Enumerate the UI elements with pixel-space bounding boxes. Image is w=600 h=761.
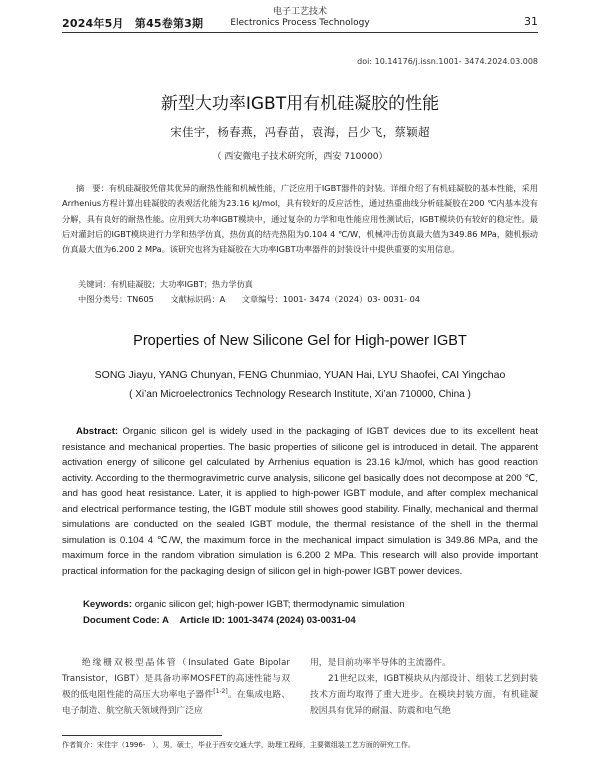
intro-paragraph-2 <box>310 671 538 719</box>
intro-text-1: 绝缘栅双极型晶体管（Insulated Gate Bipolar Transistor，IGBT）是具备功率MOSFET的高速性能与双极的低电阻性能的高压大功率电子器件 <box>62 658 290 700</box>
keywords-cn: 关键词：有机硅凝胶；大功率IGBT；热力学仿真 <box>78 279 253 289</box>
header-rule <box>62 32 538 33</box>
classification-cn <box>78 294 434 305</box>
abstract-en-text: Organic silicon gel is widely used in the packaging of IGBT devices due to its excellent heat resistance and mechanical properties. The basic properties of silicone gel is introduced in detail. The apparent activation energy of silicone gel calculated by Arrhenius equation is 23.16 kJ/mol, which has good reaction activity. According to the thermogravimetric curve analysis, silicone gel basically does not decompose at 200 ℃, and has good heat resistance. Later, it is applied to high-power IGBT module, and after complex mechanical and electrical performance testing, the IGBT module still showes good stability. Finally, mechanical and thermal simulations are conducted on the sealed IGBT module, the thermal resistance of the shell in the thermal simulation is 0.104 4 ℃/W, the maximum force in the mechanical impact simulation is 349.86 MPa, and the maximum force in the random vibration simulation is 6.200 2 MPa. This research will also provide important practical information for the packaging design of silicon gel in high-power IGBT power devices. <box>62 426 538 577</box>
codes-en <box>83 615 356 626</box>
title-cn: 新型大功率IGBT用有机硅凝胶的性能 <box>160 94 440 114</box>
title-en: Properties of New Silicone Gel for High-power IGBT <box>133 333 467 349</box>
journal-name-en: Electronics Process Technology <box>230 18 370 28</box>
intro-text-3: 用，是目前功率半导体的主流器件。 <box>310 658 451 668</box>
authors-cn: 宋佳宇，杨春燕，冯春苗，袁海，吕少飞，蔡颖超 <box>170 125 430 139</box>
affiliation-en: ( Xi’an Microelectronics Technology Research Institute, Xi’an 710000, China ) <box>129 389 471 400</box>
clc-number: 中图分类号：TN605 <box>78 294 154 304</box>
body-column-right <box>310 655 538 719</box>
author-footnote: 作者简介：宋佳宇（1996- ），男，硕士，毕业于西安交通大学，助理工程师，主要微组装工艺方面的研究工作。 <box>62 741 415 749</box>
page-number: 31 <box>524 15 538 28</box>
keywords-en <box>83 599 405 610</box>
issue-info: 2024年5月 第45卷第3期 <box>62 17 204 30</box>
intro-text-2: 。在集成电路、电子制造、航空航天领域得到广泛应 <box>62 690 290 716</box>
affiliation-cn: （ 西安微电子技术研究所，西安 710000） <box>212 152 388 162</box>
doc-code-cn: 文献标识码：A <box>170 294 226 304</box>
doc-code-en: Document Code: A <box>83 615 169 626</box>
abstract-cn-text: 有机硅凝胶凭借其优异的耐热性能和机械性能，广泛应用于IGBT器件的封装。详细介绍了有机硅凝胶的基本性能，采用Arrhenius方程计算出硅凝胶的表观活化能为23.16 kJ/mol，具有较好的反应活性，通过热重曲线分析硅凝胶在200 ℃内基本没有分解，具有良好的耐热性能。应用到大功率IGBT模块中，通过复杂的力学和电性能应用性测试后，IGBT模块仍有较好的稳定性。最后对灌封后的IGBT模块进行力学和热学仿真，热仿真的结壳热阻为0.104 4 ℃/W，机械冲击仿真最大值为349.86 MPa，随机振动仿真最大值为6.200 2 MPa。该研究也将为硅凝胶在大功率IGBT功率器件的封装设计中提供重要的实用信息。 <box>62 183 538 255</box>
abstract-en <box>62 424 538 579</box>
doi: doi: 10.14176/j.issn.1001- 3474.2024.03.008 <box>357 57 538 66</box>
abstract-cn-label: 摘 要： <box>76 183 109 193</box>
article-id-en: Article ID: 1001-3474 (2024) 03-0031-04 <box>179 615 356 626</box>
journal-name-cn: 电子工艺技术 <box>272 7 327 17</box>
keywords-en-label: Keywords: <box>83 599 133 610</box>
citation-ref: [1-2] <box>213 688 228 696</box>
keywords-en-text: organic silicon gel; high-power IGBT; thermodynamic simulation <box>134 599 405 610</box>
footnote-rule <box>62 735 222 736</box>
intro-text-4: 21世纪以来，IGBT模块从内部设计、组装工艺到封装技术方面均取得了重大进步。在模块封装方面，有机硅凝胶因具有优异的耐温、防震和电气绝 <box>310 674 538 716</box>
article-number-cn: 文章编号：1001- 3474（2024）03- 0031- 04 <box>241 294 421 304</box>
authors-en: SONG Jiayu, YANG Chunyan, FENG Chunmiao, YUAN Hai, LYU Shaofei, CAI Yingchao <box>94 369 506 381</box>
journal-name <box>0 7 600 29</box>
body-column-left <box>62 655 290 719</box>
abstract-en-label: Abstract: <box>76 426 119 437</box>
abstract-cn <box>62 181 538 257</box>
